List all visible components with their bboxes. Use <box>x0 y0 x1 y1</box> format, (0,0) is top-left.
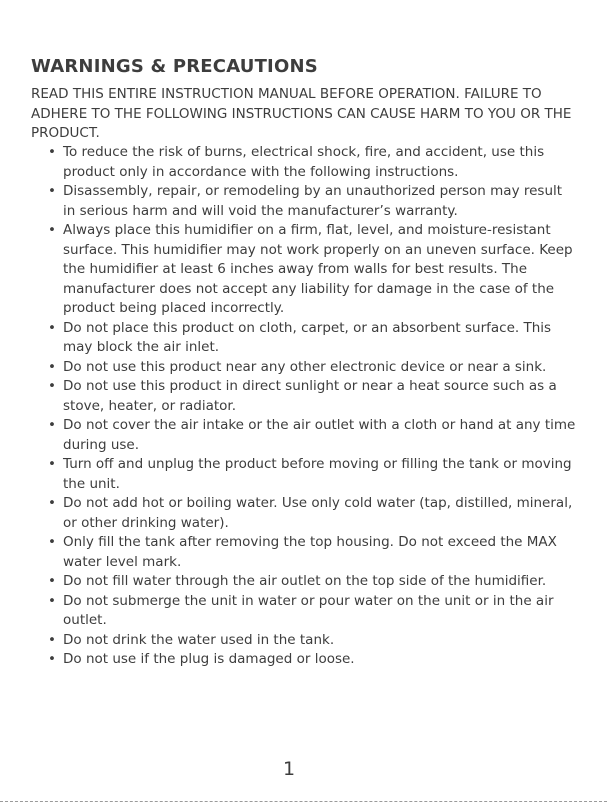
warning-item: • Turn off and unplug the product before moving or filling the tank or moving the unit. <box>46 455 576 494</box>
warning-item: • Do not place this product on cloth, carpet, or an absorbent surface. This may block the air inlet. <box>46 319 576 358</box>
warning-item: • Do not fill water through the air outlet on the top side of the humidifier. <box>46 572 576 592</box>
warning-item: • Always place this humidifier on a firm, flat, level, and moisture-resistant surface. This humidifier may not work properly on an uneven surface. Keep the humidifier at least 6 inches away from walls for best results. The manufacturer does not accept any liability for damage in the case of the product being placed incorrectly. <box>46 221 576 319</box>
page-number: 1 <box>283 758 296 780</box>
footer-divider <box>0 801 607 802</box>
page-title: WARNINGS & PRECAUTIONS <box>31 56 318 77</box>
warning-item: • To reduce the risk of burns, electrical shock, fire, and accident, use this product only in accordance with the following instructions. <box>46 143 576 182</box>
intro-paragraph: READ THIS ENTIRE INSTRUCTION MANUAL BEFORE OPERATION. FAILURE TO ADHERE TO THE FOLLOWING INSTRUCTIONS CAN CAUSE HARM TO YOU OR THE PRODUCT. <box>31 86 572 141</box>
warnings-list <box>46 143 576 670</box>
warning-item: • Do not use this product near any other electronic device or near a sink. <box>46 358 576 378</box>
warning-item: • Do not use if the plug is damaged or loose. <box>46 650 576 670</box>
warning-item: • Do not add hot or boiling water. Use only cold water (tap, distilled, mineral, or other drinking water). <box>46 494 576 533</box>
warning-item: • Do not submerge the unit in water or pour water on the unit or in the air outlet. <box>46 592 576 631</box>
warning-item: • Disassembly, repair, or remodeling by an unauthorized person may result in serious harm and will void the manufacturer’s warranty. <box>46 182 576 221</box>
warning-item: • Do not use this product in direct sunlight or near a heat source such as a stove, heater, or radiator. <box>46 377 576 416</box>
warning-item: • Only fill the tank after removing the top housing. Do not exceed the MAX water level mark. <box>46 533 576 572</box>
warning-item: • Do not cover the air intake or the air outlet with a cloth or hand at any time during use. <box>46 416 576 455</box>
warning-item: • Do not drink the water used in the tank. <box>46 631 576 651</box>
